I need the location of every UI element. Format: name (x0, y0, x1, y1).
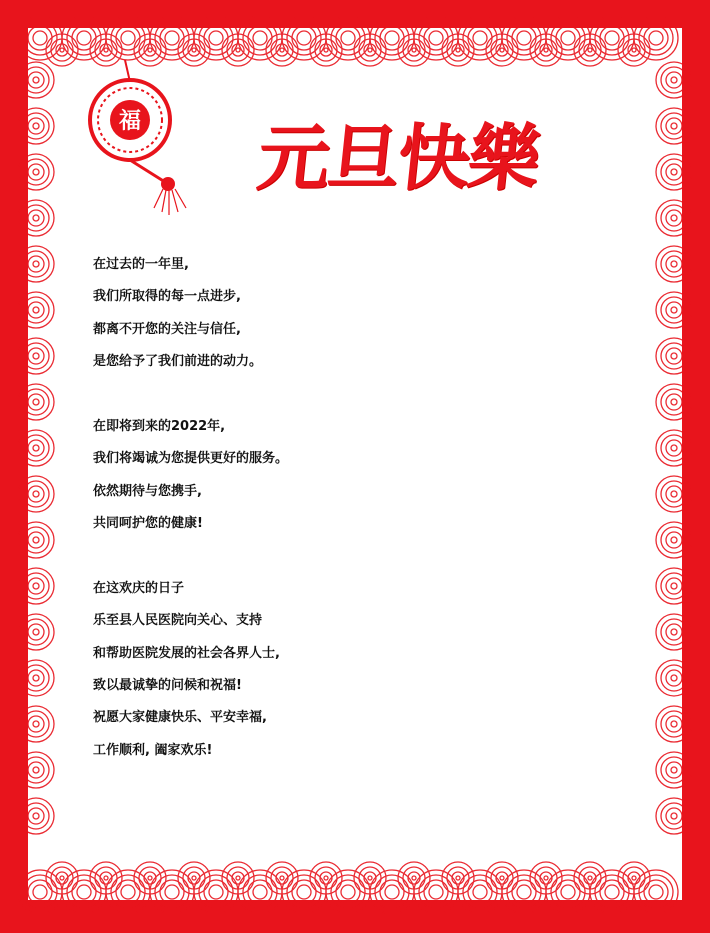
wave-scallop (18, 16, 62, 60)
wave-scallop (661, 803, 687, 829)
wave-scallop (368, 48, 372, 52)
wave-scallop (412, 48, 416, 52)
wave-scallop (671, 169, 677, 175)
charm-character: 福 (118, 108, 142, 134)
wave-scallop (33, 353, 39, 359)
wave-scallop (424, 880, 448, 904)
wave-scallop (121, 31, 135, 45)
wave-scallop (588, 48, 592, 52)
wave-scallop (33, 307, 39, 313)
greeting-message (93, 249, 513, 767)
wave-scallop (666, 348, 682, 364)
wave-scallop (297, 885, 311, 899)
wave-scallop (500, 48, 504, 52)
wave-scallop (95, 867, 117, 889)
wave-scallop (671, 583, 677, 589)
wave-scallop (139, 867, 161, 889)
wave-scallop (671, 215, 677, 221)
text-line: 乐至县人民医院向关心、支持 (93, 613, 263, 629)
wave-scallop (28, 762, 44, 778)
wave-scallop (661, 297, 687, 323)
wave-scallop (23, 67, 49, 93)
wave-scallop (28, 486, 44, 502)
wave-scallop (544, 876, 548, 880)
wave-scallop (491, 867, 513, 889)
wave-scallop (28, 26, 52, 50)
wave-scallop (23, 251, 49, 277)
wave-scallop (23, 803, 49, 829)
wave-scallop (238, 16, 282, 60)
wave-scallop (368, 876, 372, 880)
wave-scallop (33, 583, 39, 589)
wave-scallop (23, 389, 49, 415)
wave-scallop (671, 353, 677, 359)
wave-scallop (160, 26, 184, 50)
wave-scallop (150, 16, 194, 60)
text-line: 在这欢庆的日子 (93, 580, 185, 596)
wave-scallop (183, 867, 205, 889)
wave-scallop (165, 885, 179, 899)
wave-scallop (33, 169, 39, 175)
page-title: 元旦快樂 (253, 115, 543, 200)
wave-scallop (544, 48, 548, 52)
text-line: 在过去的一年里, (93, 257, 189, 272)
wave-scallop (23, 619, 49, 645)
wave-scallop (649, 31, 663, 45)
wave-scallop (104, 876, 108, 880)
wave-scallop (23, 757, 49, 783)
wave-scallop (661, 573, 687, 599)
wave-scallop (473, 885, 487, 899)
wave-scallop (644, 26, 668, 50)
wave-scallop (23, 343, 49, 369)
text-line: 祝愿大家健康快乐、平安幸福, (93, 710, 267, 726)
wave-scallop (282, 16, 326, 60)
wave-scallop (28, 532, 44, 548)
wave-scallop (23, 435, 49, 461)
wave-scallop (414, 16, 458, 60)
wave-scallop (326, 16, 370, 60)
wave-scallop (28, 670, 44, 686)
wave-scallop (248, 26, 272, 50)
wave-scallop (324, 48, 328, 52)
wave-scallop (370, 16, 414, 60)
wave-scallop (359, 867, 381, 889)
wave-scallop (280, 48, 284, 52)
wave-scallop (671, 767, 677, 773)
wave-scallop (666, 256, 682, 272)
wave-scallop (28, 348, 44, 364)
wave-scallop (661, 159, 687, 185)
wave-scallop (666, 302, 682, 318)
wave-scallop (661, 435, 687, 461)
wave-scallop (33, 813, 39, 819)
wave-scallop (315, 867, 337, 889)
wave-scallop (28, 210, 44, 226)
wave-scallop (28, 118, 44, 134)
wave-scallop (517, 885, 531, 899)
wave-scallop (192, 876, 196, 880)
wave-scallop (666, 624, 682, 640)
wave-scallop (23, 113, 49, 139)
wave-scallop (671, 307, 677, 313)
wave-scallop (671, 123, 677, 129)
wave-scallop (429, 31, 443, 45)
wave-scallop (666, 72, 682, 88)
wave-scallop (106, 16, 150, 60)
wave-scallop (666, 578, 682, 594)
wave-scallop (512, 26, 536, 50)
wave-scallop (72, 880, 96, 904)
wave-scallop (341, 31, 355, 45)
wave-scallop (292, 26, 316, 50)
wave-scallop (121, 885, 135, 899)
wave-scallop (236, 48, 240, 52)
wave-scallop (33, 77, 39, 83)
wave-scallop (380, 880, 404, 904)
wave-scallop (341, 885, 355, 899)
wave-scallop (28, 440, 44, 456)
wave-scallop (458, 16, 502, 60)
wave-scallop (248, 880, 272, 904)
wave-scallop (666, 762, 682, 778)
wave-scallop (33, 885, 47, 899)
wave-scallop (468, 880, 492, 904)
wave-scallop (116, 26, 140, 50)
text-line: 我们所取得的每一点进步, (93, 289, 241, 305)
paragraph-1 (93, 249, 513, 379)
wave-scallop (253, 31, 267, 45)
wave-scallop (194, 16, 238, 60)
wave-scallop (661, 665, 687, 691)
wave-scallop (600, 26, 624, 50)
wave-scallop (671, 629, 677, 635)
wave-scallop (28, 808, 44, 824)
wave-scallop (671, 721, 677, 727)
wave-scallop (28, 164, 44, 180)
wave-scallop (661, 757, 687, 783)
wave-scallop (324, 876, 328, 880)
wave-scallop (77, 31, 91, 45)
text-line: 工作顺利, 阖家欢乐! (93, 742, 213, 758)
wave-scallop (661, 481, 687, 507)
wave-scallop (209, 885, 223, 899)
wave-scallop (632, 48, 636, 52)
wave-scallop (671, 491, 677, 497)
wave-scallop (51, 867, 73, 889)
wave-scallop (204, 880, 228, 904)
wave-scallop (666, 486, 682, 502)
wave-scallop (661, 251, 687, 277)
wave-scallop (556, 26, 580, 50)
wave-scallop (666, 118, 682, 134)
wave-scallop (204, 26, 228, 50)
wave-scallop (429, 885, 443, 899)
paragraph-gap (93, 541, 513, 573)
wave-scallop (33, 491, 39, 497)
wave-scallop (403, 867, 425, 889)
wave-scallop (661, 113, 687, 139)
wave-scallop (280, 876, 284, 880)
wave-scallop (33, 31, 47, 45)
paragraph-gap (93, 379, 513, 411)
wave-scallop (28, 578, 44, 594)
wave-scallop (292, 880, 316, 904)
text-line: 和帮助医院发展的社会各界人士, (93, 645, 280, 661)
text-line: 我们将竭诚为您提供更好的服务。 (93, 451, 289, 467)
wave-scallop (28, 624, 44, 640)
wave-scallop (23, 665, 49, 691)
wave-scallop (517, 31, 531, 45)
wave-scallop (336, 880, 360, 904)
text-line: 都离不开您的关注与信任, (93, 321, 241, 337)
wave-scallop (666, 670, 682, 686)
wave-scallop (661, 389, 687, 415)
wave-scallop (661, 527, 687, 553)
wave-scallop (605, 885, 619, 899)
wave-scallop (561, 31, 575, 45)
wave-scallop (160, 880, 184, 904)
wave-scallop (60, 48, 64, 52)
wave-scallop (60, 876, 64, 880)
wave-scallop (500, 876, 504, 880)
wave-scallop (23, 205, 49, 231)
wave-scallop (649, 885, 663, 899)
wave-scallop (546, 16, 590, 60)
wave-scallop (253, 885, 267, 899)
wave-scallop (33, 399, 39, 405)
wave-scallop (23, 711, 49, 737)
wave-scallop (666, 532, 682, 548)
wave-scallop (623, 867, 645, 889)
wave-scallop (535, 867, 557, 889)
wave-scallop (600, 880, 624, 904)
wave-scallop (23, 159, 49, 185)
wave-scallop (33, 629, 39, 635)
wave-scallop (104, 48, 108, 52)
wave-scallop (456, 876, 460, 880)
paragraph-2 (93, 411, 513, 541)
wave-scallop (28, 394, 44, 410)
wave-scallop (33, 445, 39, 451)
wave-scallop (666, 808, 682, 824)
wave-scallop (666, 210, 682, 226)
wave-scallop (671, 399, 677, 405)
wave-scallop (72, 26, 96, 50)
wave-scallop (148, 48, 152, 52)
wave-scallop (671, 261, 677, 267)
wave-scallop (148, 876, 152, 880)
wave-scallop (632, 876, 636, 880)
wave-scallop (28, 72, 44, 88)
wave-scallop (33, 261, 39, 267)
wave-scallop (227, 867, 249, 889)
wave-scallop (456, 48, 460, 52)
wave-scallop (33, 675, 39, 681)
wave-scallop (661, 343, 687, 369)
wave-scallop (28, 256, 44, 272)
wave-scallop (271, 867, 293, 889)
wave-scallop (28, 716, 44, 732)
wave-scallop (588, 876, 592, 880)
wave-scallop (380, 26, 404, 50)
wave-scallop (28, 880, 52, 904)
wave-scallop (671, 77, 677, 83)
wave-scallop (33, 215, 39, 221)
wave-scallop (561, 885, 575, 899)
wave-scallop (209, 31, 223, 45)
wave-scallop (666, 716, 682, 732)
wave-scallop (236, 876, 240, 880)
wave-scallop (661, 619, 687, 645)
text-line: 在即将到来的2022年, (93, 418, 226, 434)
wave-scallop (661, 711, 687, 737)
wave-scallop (33, 537, 39, 543)
wave-scallop (424, 26, 448, 50)
wave-scallop (385, 31, 399, 45)
wave-scallop (671, 813, 677, 819)
wave-scallop (385, 885, 399, 899)
wave-scallop (634, 16, 678, 60)
text-line: 共同呵护您的健康! (93, 516, 203, 532)
wave-scallop (666, 164, 682, 180)
wave-scallop (412, 876, 416, 880)
paragraph-3 (93, 573, 513, 767)
wave-scallop (33, 767, 39, 773)
wave-scallop (666, 440, 682, 456)
wave-scallop (62, 16, 106, 60)
text-line: 依然期待与您携手, (93, 483, 202, 499)
wave-scallop (447, 867, 469, 889)
wave-scallop (77, 885, 91, 899)
wave-scallop (23, 527, 49, 553)
wave-scallop (556, 880, 580, 904)
wave-scallop (23, 297, 49, 323)
wave-scallop (23, 573, 49, 599)
wave-scallop (605, 31, 619, 45)
wave-scallop (512, 880, 536, 904)
wave-scallop (192, 48, 196, 52)
wave-scallop (666, 394, 682, 410)
wave-scallop (33, 721, 39, 727)
wave-scallop (23, 481, 49, 507)
wave-scallop (661, 67, 687, 93)
text-line: 是您给予了我们前进的动力。 (93, 354, 263, 370)
fu-charm-icon (70, 60, 220, 220)
wave-scallop (661, 205, 687, 231)
wave-scallop (468, 26, 492, 50)
wave-scallop (671, 445, 677, 451)
wave-scallop (33, 123, 39, 129)
wave-scallop (502, 16, 546, 60)
wave-scallop (590, 16, 634, 60)
wave-scallop (671, 675, 677, 681)
wave-scallop (297, 31, 311, 45)
wave-scallop (671, 537, 677, 543)
wave-scallop (579, 867, 601, 889)
wave-scallop (644, 880, 668, 904)
wave-scallop (336, 26, 360, 50)
text-line: 致以最诚挚的问候和祝福! (93, 678, 242, 694)
wave-scallop (28, 302, 44, 318)
wave-scallop (473, 31, 487, 45)
wave-scallop (116, 880, 140, 904)
wave-scallop (165, 31, 179, 45)
